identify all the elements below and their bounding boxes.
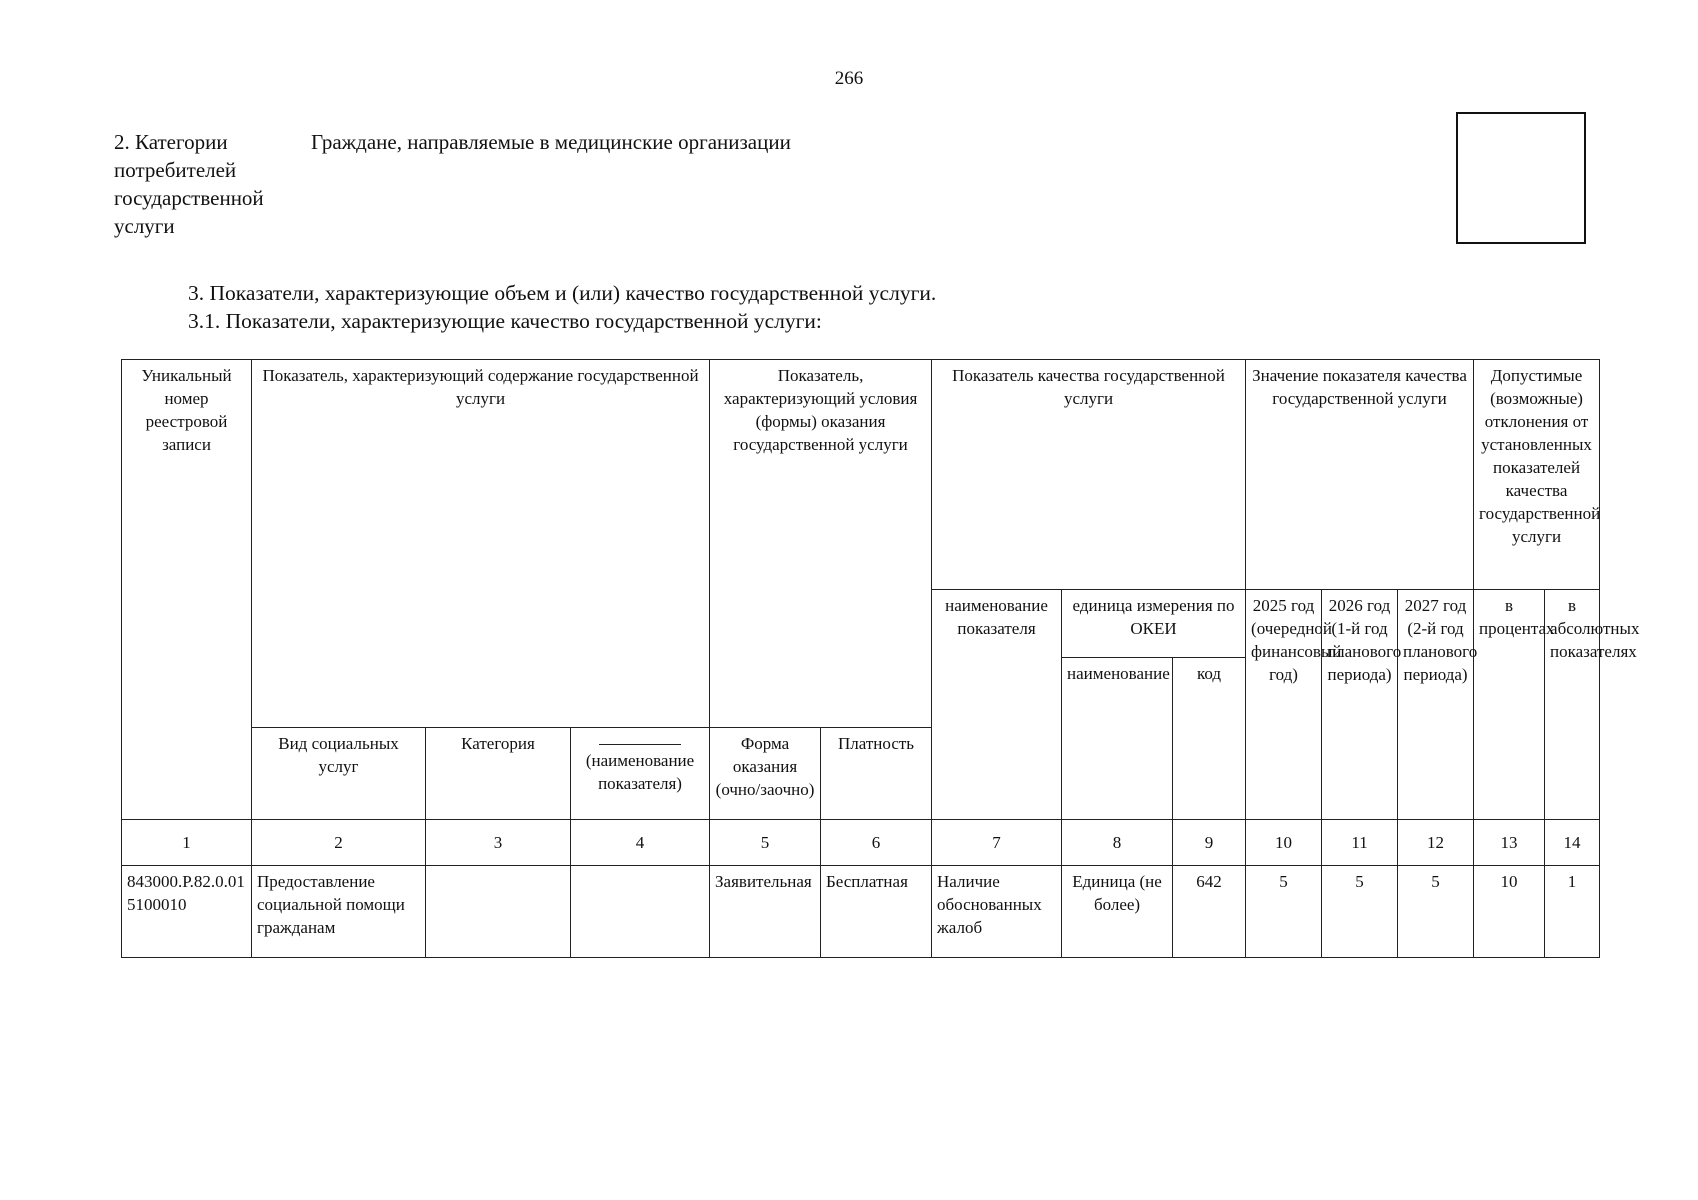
cell-dev-percent: 10 <box>1474 866 1545 958</box>
header-quality-indicator: Показатель качества государственной услуги <box>932 360 1246 590</box>
cell-value-2026: 5 <box>1322 866 1398 958</box>
column-number: 6 <box>821 820 932 866</box>
header-form: Форма оказания (очно/заочно) <box>710 728 821 820</box>
column-number: 5 <box>710 820 821 866</box>
header-blank-indicator <box>571 728 710 820</box>
header-social-services-type: Вид социальных услуг <box>252 728 426 820</box>
header-indicator-name: наименование показателя <box>932 590 1062 820</box>
cell-indicator-4 <box>571 866 710 958</box>
registry-code-box <box>1456 112 1586 244</box>
cell-unit-name: Единица (не более) <box>1062 866 1173 958</box>
cell-form: Заявительная <box>710 866 821 958</box>
column-number: 12 <box>1398 820 1474 866</box>
column-number: 7 <box>932 820 1062 866</box>
column-number: 1 <box>122 820 252 866</box>
cell-service-type: Предоставление социальной помощи гражданам <box>252 866 426 958</box>
header-blank-indicator-label: (наименование показателя) <box>585 751 695 793</box>
section-3-title: 3. Показатели, характеризующие объем и (или) качество государственной услуги. <box>188 281 937 305</box>
cell-value-2027: 5 <box>1398 866 1474 958</box>
cell-indicator-name: Наличие обоснованных жалоб <box>932 866 1062 958</box>
cell-value-2025: 5 <box>1246 866 1322 958</box>
header-in-percent: в процентах <box>1474 590 1545 820</box>
column-number: 3 <box>426 820 571 866</box>
cell-payment: Бесплатная <box>821 866 932 958</box>
column-number: 10 <box>1246 820 1322 866</box>
header-deviations: Допустимые (возможные) отклонения от установленных показателей качества государственной услуги <box>1474 360 1600 590</box>
header-year-2025: 2025 год (очередной финансовый год) <box>1246 590 1322 820</box>
consumer-category-value: Граждане, направляемые в медицинские организации <box>311 130 791 154</box>
cell-dev-absolute: 1 <box>1545 866 1600 958</box>
column-number: 11 <box>1322 820 1398 866</box>
cell-reg-number: 843000.Р.82.0.015100010 <box>122 866 252 958</box>
header-category: Категория <box>426 728 571 820</box>
header-conditions-indicator: Показатель, характеризующий условия (формы) оказания государственной услуги <box>710 360 932 728</box>
consumer-category-label: 2. Категории потребителей государственной услуги <box>114 130 264 238</box>
page-number: 266 <box>834 68 864 89</box>
header-unique-number: Уникальный номер реестровой записи <box>122 360 252 820</box>
column-number: 9 <box>1173 820 1246 866</box>
column-number: 8 <box>1062 820 1173 866</box>
column-number: 13 <box>1474 820 1545 866</box>
cell-unit-code: 642 <box>1173 866 1246 958</box>
table-row <box>122 866 1600 958</box>
header-year-2027: 2027 год (2-й год планового периода) <box>1398 590 1474 820</box>
section-3-1-title: 3.1. Показатели, характеризующие качество государственной услуги: <box>188 309 822 333</box>
header-quality-value: Значение показателя качества государственной услуги <box>1246 360 1474 590</box>
header-unit-name: наименование <box>1062 658 1173 820</box>
cell-category <box>426 866 571 958</box>
header-in-absolute: в абсолютных показателях <box>1545 590 1600 820</box>
header-unit-code: код <box>1173 658 1246 820</box>
quality-indicators-table <box>121 359 1640 958</box>
header-okei-unit: единица измерения по ОКЕИ <box>1062 590 1246 658</box>
header-content-indicator: Показатель, характеризующий содержание государственной услуги <box>252 360 710 728</box>
column-number: 14 <box>1545 820 1600 866</box>
header-payment: Платность <box>821 728 932 820</box>
header-year-2026: 2026 год (1-й год планового периода) <box>1322 590 1398 820</box>
column-number: 4 <box>571 820 710 866</box>
blank-indicator-line <box>599 744 681 745</box>
column-numbers-row <box>122 820 1600 866</box>
column-number: 2 <box>252 820 426 866</box>
